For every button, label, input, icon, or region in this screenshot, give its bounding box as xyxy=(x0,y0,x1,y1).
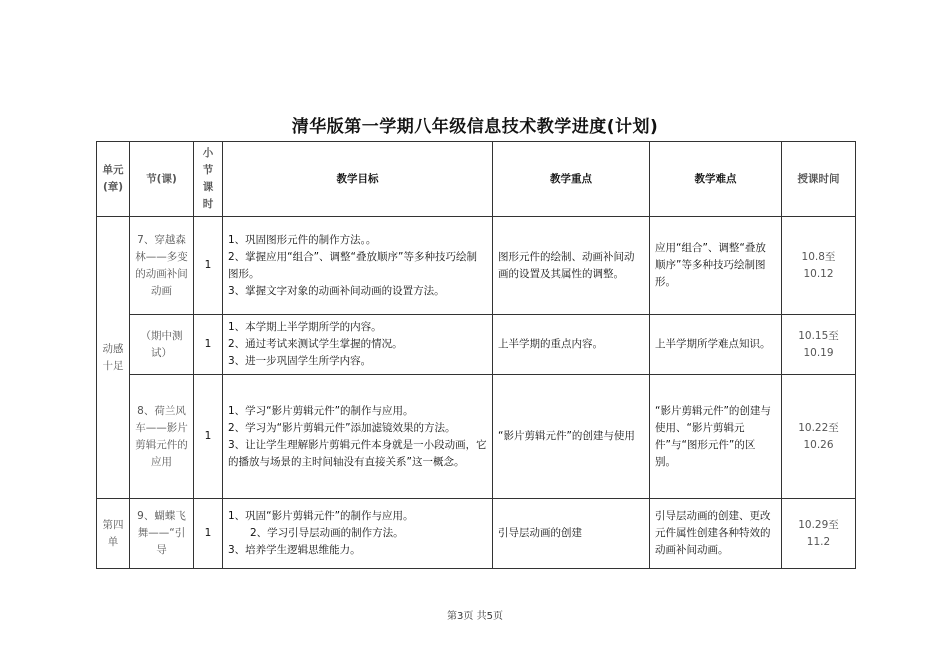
section-cell: 7、穿越森林——多变的动画补间动画 xyxy=(130,217,194,315)
header-lesson: 小节课时 xyxy=(194,142,223,217)
hours-cell: 1 xyxy=(194,217,223,315)
section-cell: 8、荷兰风车——影片剪辑元件的应用 xyxy=(130,375,194,499)
table-row xyxy=(97,217,856,315)
goal-item: 3、掌握文字对象的动画补间动画的设置方法。 xyxy=(228,284,445,297)
goal-item: 2、通过考试来测试学生掌握的情况。 xyxy=(228,338,403,350)
unit-cell: 第四单 xyxy=(97,499,130,569)
key-points-cell: 上半学期的重点内容。 xyxy=(493,315,650,375)
goals-cell xyxy=(223,217,493,315)
hours-cell: 1 xyxy=(194,499,223,569)
hours-cell: 1 xyxy=(194,375,223,499)
goal-item: 3、让让学生理解影片剪辑元件本身就是一小段动画，它的播放与场景的主时间轴没有直接关系”这一概念。 xyxy=(228,438,487,468)
goals-cell xyxy=(223,315,493,375)
key-points-cell: 图形元件的绘制、动画补间动画的设置及其属性的调整。 xyxy=(493,217,650,315)
goal-item: 2、学习引导层动画的制作方法。 xyxy=(250,527,404,539)
document-title: 清华版第一学期八年级信息技术教学进度(计划) xyxy=(291,117,659,137)
difficulties-cell: 上半学期所学难点知识。 xyxy=(650,315,782,375)
hours-cell: 1 xyxy=(194,315,223,375)
difficulties-cell: 应用“组合”、调整“叠放顺序”等多种技巧绘制图形。 xyxy=(650,217,782,315)
table-row xyxy=(97,315,856,375)
table-row xyxy=(97,499,856,569)
goals-cell xyxy=(223,499,493,569)
section-cell: （期中测试） xyxy=(130,315,194,375)
section-cell: 9、蝴蝶飞舞——“引导 xyxy=(130,499,194,569)
table-row xyxy=(97,375,856,499)
goal-item: 3、培养学生逻辑思维能力。 xyxy=(228,544,361,556)
header-time: 授课时间 xyxy=(782,142,856,217)
header-key-points: 教学重点 xyxy=(493,142,650,217)
key-points-cell: 引导层动画的创建 xyxy=(493,499,650,569)
header-unit: 单元(章) xyxy=(97,142,130,217)
key-points-cell: “影片剪辑元件”的创建与使用 xyxy=(493,375,650,499)
header-goals: 教学目标 xyxy=(223,142,493,217)
goal-item: 3、进一步巩固学生所学内容。 xyxy=(228,355,372,367)
goal-item: 1、巩固图形元件的制作方法。。 xyxy=(228,233,377,246)
difficulties-cell: 引导层动画的创建、更改元件属性创建各种特效的动画补间动画。 xyxy=(650,499,782,569)
goal-item: 2、掌握应用“组合”、调整“叠放顺序”等多种技巧绘制图形。 xyxy=(228,250,477,280)
schedule-table xyxy=(96,141,856,569)
time-cell: 10.22至10.26 xyxy=(782,375,856,499)
time-cell: 10.29至11.2 xyxy=(782,499,856,569)
goal-item: 1、学习“影片剪辑元件”的制作与应用。 xyxy=(228,404,414,417)
table-header-row xyxy=(97,142,856,217)
difficulties-cell: “影片剪辑元件”的创建与使用、“影片剪辑元件”与“图形元件”的区别。 xyxy=(650,375,782,499)
goal-item: 1、巩固“影片剪辑元件”的制作与应用。 xyxy=(228,510,414,522)
goals-cell xyxy=(223,375,493,499)
header-difficulties: 教学难点 xyxy=(650,142,782,217)
time-cell: 10.8至10.12 xyxy=(782,217,856,315)
time-cell: 10.15至10.19 xyxy=(782,315,856,375)
page-footer: 第3页 共5页 xyxy=(447,611,503,622)
header-section: 节(课) xyxy=(130,142,194,217)
goal-item: 1、本学期上半学期所学的内容。 xyxy=(228,321,382,333)
goal-item: 2、学习为“影片剪辑元件”添加滤镜效果的方法。 xyxy=(228,421,456,434)
unit-cell: 动感十足 xyxy=(97,217,130,499)
